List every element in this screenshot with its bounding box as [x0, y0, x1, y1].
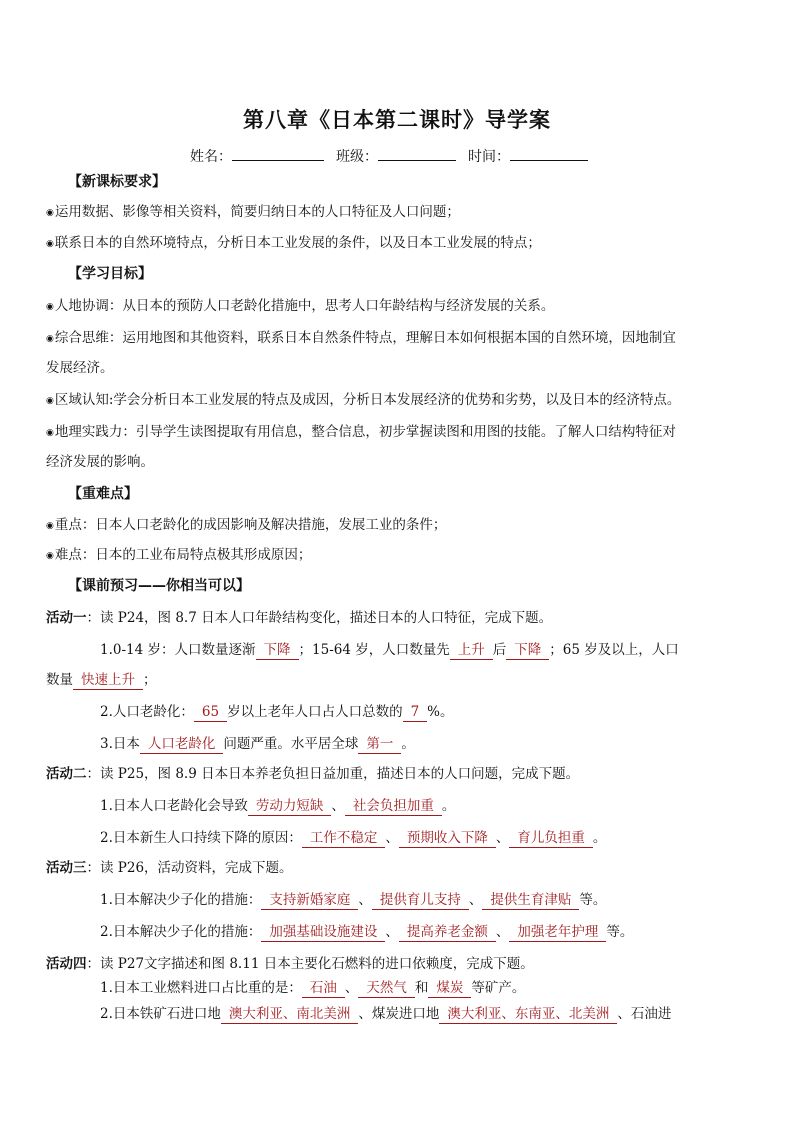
activity-2-q2: 2.日本新生人口持续下降的原因： 工作不稳定 、 预期收入下降 、 育儿负担重 。 — [100, 830, 607, 846]
activity-3-intro: 活动三：读 P26，活动资料，完成下题。 — [46, 860, 293, 876]
bullet-icon: ◉ — [46, 550, 54, 561]
answer-blank[interactable]: 提供生育津贴 — [482, 892, 579, 910]
time-blank[interactable] — [510, 146, 588, 161]
bullet-icon: ◉ — [46, 301, 54, 312]
answer-blank[interactable]: 下降 — [256, 642, 299, 660]
activity-1-q3: 3.日本 人口老龄化 问题严重。水平居全球 第一 。 — [100, 736, 415, 752]
keypoint-item: ◉重点：日本人口老龄化的成因影响及解决措施，发展工业的条件； — [46, 517, 447, 533]
goal-item: ◉地理实践力：引导学生读图提取有用信息，整合信息，初步掌握读图和用图的技能。了解人口结构特征对 — [46, 424, 676, 440]
bullet-icon: ◉ — [46, 333, 54, 344]
activity-1-q2: 2.人口老龄化： 65 岁以上老年人口占人口总数的 7 %。 — [100, 704, 454, 720]
goal-item-continuation: 发展经济。 — [46, 360, 114, 376]
section-heading-goals: 【学习目标】 — [68, 266, 152, 282]
section-heading-keypoints: 【重难点】 — [68, 486, 138, 502]
answer-blank[interactable]: 快速上升 — [73, 672, 143, 690]
bullet-icon: ◉ — [46, 427, 54, 438]
activity-4-intro: 活动四：读 P27文字描述和图 8.11 日本主要化石燃料的进口依赖度，完成下题。 — [46, 956, 534, 972]
keypoint-item: ◉难点：日本的工业布局特点极其形成原因； — [46, 547, 312, 563]
activity-4-q2: 2.日本铁矿石进口地 澳大利亚、南北美洲 、煤炭进口地 澳大利亚、东南亚、北美洲 、石油进 — [100, 1006, 672, 1022]
standards-item: ◉运用数据、影像等相关资料，简要归纳日本的人口特征及人口问题； — [46, 204, 460, 220]
activity-4-q1: 1.日本工业燃料进口占比重的是： 石油 、 天然气 和 煤炭 等矿产。 — [100, 980, 526, 996]
activity-2-q1: 1.日本人口老龄化会导致 劳动力短缺 、 社会负担加重 。 — [100, 798, 456, 814]
bullet-icon: ◉ — [46, 207, 54, 218]
answer-blank[interactable]: 第一 — [358, 736, 401, 754]
answer-blank[interactable]: 上升 — [450, 642, 493, 660]
answer-blank[interactable]: 煤炭 — [428, 980, 471, 998]
page-title: 第八章《日本第二课时》导学案 — [243, 108, 551, 132]
activity-3-q1: 1.日本解决少子化的措施： 支持新婚家庭 、 提供育儿支持 、 提供生育津贴 等。 — [100, 892, 607, 908]
standards-item: ◉联系日本的自然环境特点，分析日本工业发展的条件，以及日本工业发展的特点； — [46, 235, 541, 251]
student-info-line — [190, 146, 600, 166]
answer-blank[interactable]: 天然气 — [358, 980, 415, 998]
activity-1-intro: 活动一：读 P24，图 8.7 日本人口年龄结构变化，描述日本的人口特征，完成下题。 — [46, 610, 553, 626]
name-blank[interactable] — [232, 146, 324, 161]
answer-blank[interactable]: 预期收入下降 — [399, 830, 496, 848]
answer-blank[interactable]: 支持新婚家庭 — [261, 892, 358, 910]
section-heading-preview: 【课前预习——你相当可以】 — [68, 578, 250, 594]
answer-blank[interactable]: 社会负担加重 — [345, 798, 442, 816]
goal-item-continuation: 经济发展的影响。 — [46, 454, 154, 470]
answer-blank[interactable]: 加强老年护理 — [509, 924, 606, 942]
activity-1-q1: 1.0-14 岁：人口数量逐渐 下降 ；15-64 岁，人口数量先 上升 后 下降 ；65 岁及以上，人口 — [100, 642, 679, 658]
bullet-icon: ◉ — [46, 520, 54, 531]
answer-blank[interactable]: 育儿负担重 — [509, 830, 593, 848]
answer-blank[interactable]: 人口老龄化 — [140, 736, 224, 754]
goal-item: ◉综合思维：运用地图和其他资料，联系日本自然条件特点，理解日本如何根据本国的自然环境，因地制宜 — [46, 330, 676, 346]
class-label: 班级： — [336, 149, 378, 165]
answer-blank[interactable]: 提供育儿支持 — [372, 892, 469, 910]
class-blank[interactable] — [378, 146, 456, 161]
goal-item: ◉区域认知:学会分析日本工业发展的特点及成因，分析日本发展经济的优势和劣势，以及日本的经济特点。 — [46, 392, 681, 408]
activity-2-intro: 活动二：读 P25，图 8.9 日本日本养老负担日益加重，描述日本的人口问题，完成下题。 — [46, 766, 580, 782]
answer-blank[interactable]: 7 — [403, 704, 428, 722]
answer-blank[interactable]: 工作不稳定 — [302, 830, 386, 848]
bullet-icon: ◉ — [46, 395, 54, 406]
answer-blank[interactable]: 加强基础设施建设 — [261, 924, 385, 942]
name-label: 姓名： — [190, 149, 232, 165]
answer-blank[interactable]: 石油 — [302, 980, 345, 998]
bullet-icon: ◉ — [46, 238, 54, 249]
answer-blank[interactable]: 提高养老金额 — [399, 924, 496, 942]
answer-blank[interactable]: 澳大利亚、东南亚、北美洲 — [439, 1006, 617, 1024]
answer-blank[interactable]: 65 — [194, 704, 227, 722]
time-label: 时间： — [468, 149, 510, 165]
answer-blank[interactable]: 澳大利亚、南北美洲 — [221, 1006, 359, 1024]
answer-blank[interactable]: 劳动力短缺 — [248, 798, 332, 816]
answer-blank[interactable]: 下降 — [506, 642, 549, 660]
section-heading-standards: 【新课标要求】 — [68, 174, 166, 190]
activity-1-q1-cont: 数量 快速上升 ； — [46, 672, 157, 688]
activity-3-q2: 2.日本解决少子化的措施： 加强基础设施建设 、 提高养老金额 、 加强老年护理 等。 — [100, 924, 634, 940]
goal-item: ◉人地协调：从日本的预防人口老龄化措施中，思考人口年龄结构与经济发展的关系。 — [46, 298, 555, 314]
